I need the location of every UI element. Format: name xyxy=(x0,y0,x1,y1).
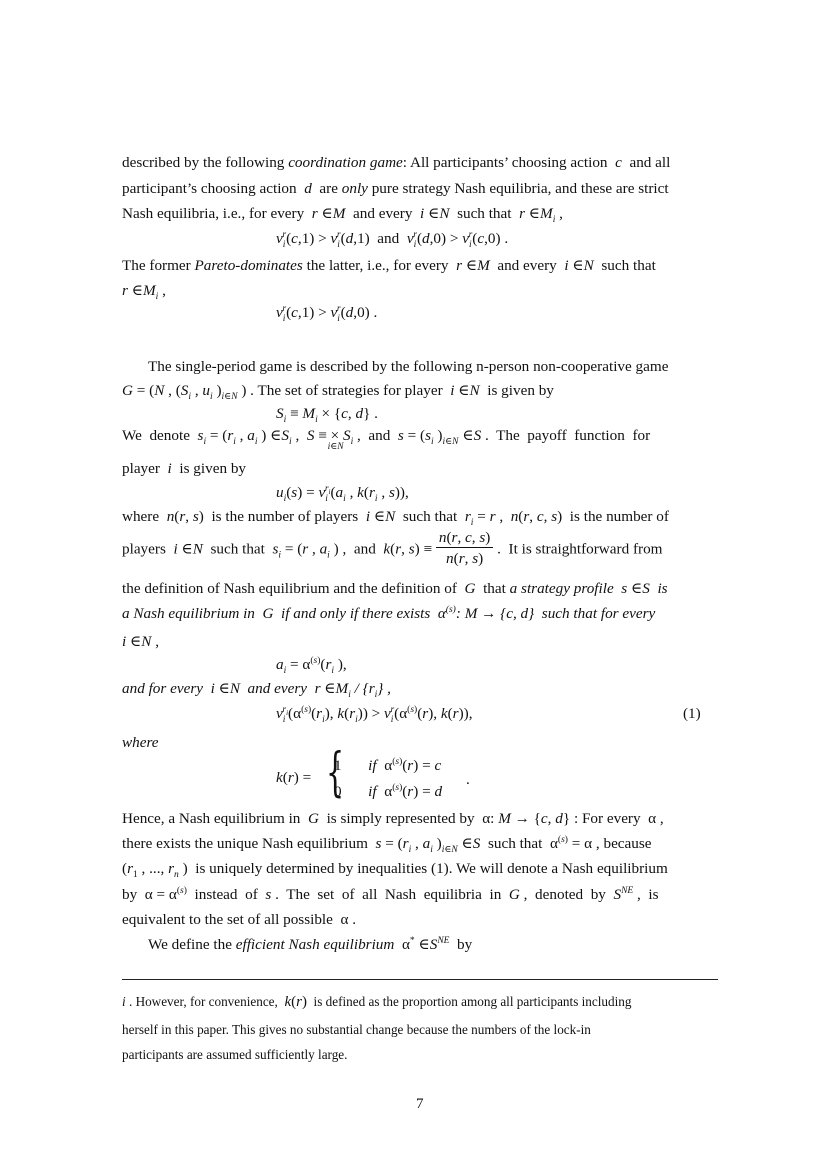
text-line: The single-period game is described by the following n-person non-cooperative game xyxy=(148,358,669,375)
footnote-rule xyxy=(122,979,718,980)
equilibrium-action: $a_i = \alpha^{(s)}(r_i$ ), xyxy=(276,655,347,677)
text-line: We define the efficient Nash equilibrium α* $\in S^{NE}$ by xyxy=(148,935,473,953)
text-line: r $\in M_i$ , xyxy=(122,282,166,303)
text-line: by $\alpha = \alpha^{(s)}$ instead of s . The set of all Nash equilibria in G , denoted by $S^{NE}$ , is xyxy=(122,885,659,903)
text-line: participant’s choosing action d are only pure strategy Nash equilibria, and these are strict xyxy=(122,180,669,197)
text-line: described by the following coordination game: All participants’ choosing action c and all xyxy=(122,154,671,171)
text-line: Nash equilibria, i.e., for every r ∈M and every i ∈N such that r $\in M_i$ , xyxy=(122,205,563,226)
strategy-set: $S_i \equiv M_i \times \{c$, d} . xyxy=(276,405,378,426)
payoff-function: $u_i(s) = v_i^{r_i}(a_i$ , $k(r_i$ , s)), xyxy=(276,483,409,505)
footnote-line: herself in this paper. This gives no substantial change because the numbers of the lock-in xyxy=(122,1022,591,1037)
k-definition-case-2: 0 if $\alpha^{(s)}(r) = d$ xyxy=(334,782,443,800)
text-line: and for every i ∈N and every r $\in M_i / \{r_i\}$ , xyxy=(122,680,391,701)
page-number: 7 xyxy=(416,1096,424,1112)
text-line: players i ∈N such that $s_i = (r$ , $a_i$ ) , and k(r, s) ≡ $\frac{n(r, c, s)}{n(r, s)}$ . It is straightforward from xyxy=(122,529,663,568)
text-line: i ∈N , xyxy=(122,633,160,650)
text-line: Hence, a Nash equilibrium in G is simply represented by α: M → {c, d} : For every α , xyxy=(122,810,664,827)
k-definition-period: . xyxy=(466,771,470,788)
text-line: The former Pareto-dominates the latter, i.e., for every r ∈M and every i ∈N such that xyxy=(122,257,656,274)
inequality-pareto: $v_i^r(c,1) > v_i^r(d,0)$ . xyxy=(276,303,378,325)
inequality-1: $v_i^{r_i}(\alpha^{(s)}(r_i)$, $k(r_i)) > v_i^r(\alpha^{(s)}(r)$, k(r)), xyxy=(276,704,473,726)
text-line: G = (N , ($S_i$ , $u_i$ )$_{i\in N}$ ) . The set of strategies for player i ∈N is given by xyxy=(122,382,554,403)
text-line: a Nash equilibrium in G if and only if there exists $\alpha^{(s)}$: M → {c, d} such that for every xyxy=(122,604,656,622)
text-line: We denote $s_i = (r_i$ , $a_i$ ) $\in S_i$ , S ≡ × i∈N $S_i$ , and $s = (s_i$ )$_{i\in N}$ ∈S . The payoff function for xyxy=(122,427,651,452)
text-line: where xyxy=(122,734,159,751)
footnote-line: i . However, for convenience, k(r) is defined as the proportion among all participants including xyxy=(122,994,632,1010)
k-definition-lhs: k(r) = xyxy=(276,769,312,786)
footnote-line: participants are assumed sufficiently large. xyxy=(122,1047,348,1062)
text-line: where n(r, s) is the number of players i ∈N such that $r_i = r$ , n(r, c, s) is the number of xyxy=(122,508,669,529)
k-definition-case-1: 1 if $\alpha^{(s)}(r) = c$ xyxy=(334,756,442,774)
text-line: ($r_1$ , ..., $r_n$ ) is uniquely determined by inequalities (1). We will denote a Nash equilibrium xyxy=(122,860,668,881)
text-line: player i is given by xyxy=(122,460,247,477)
text-line: equivalent to the set of all possible α . xyxy=(122,911,357,928)
inequality-equilibrium: $v_i^r(c,1) > v_i^r(d,1)$ and $v_i^r(d,0) > v_i^r(c,0)$ . xyxy=(276,229,509,251)
text-line: there exists the unique Nash equilibrium $s = (r_i$ , $a_i$ )$_{i\in N}$ ∈S such that $\alpha^{(s)} = \alpha$ , because xyxy=(122,834,652,856)
text-line: the definition of Nash equilibrium and the definition of G that a strategy profile s ∈S is xyxy=(122,580,668,597)
left-brace: { xyxy=(326,743,345,803)
equation-number: (1) xyxy=(683,705,701,722)
